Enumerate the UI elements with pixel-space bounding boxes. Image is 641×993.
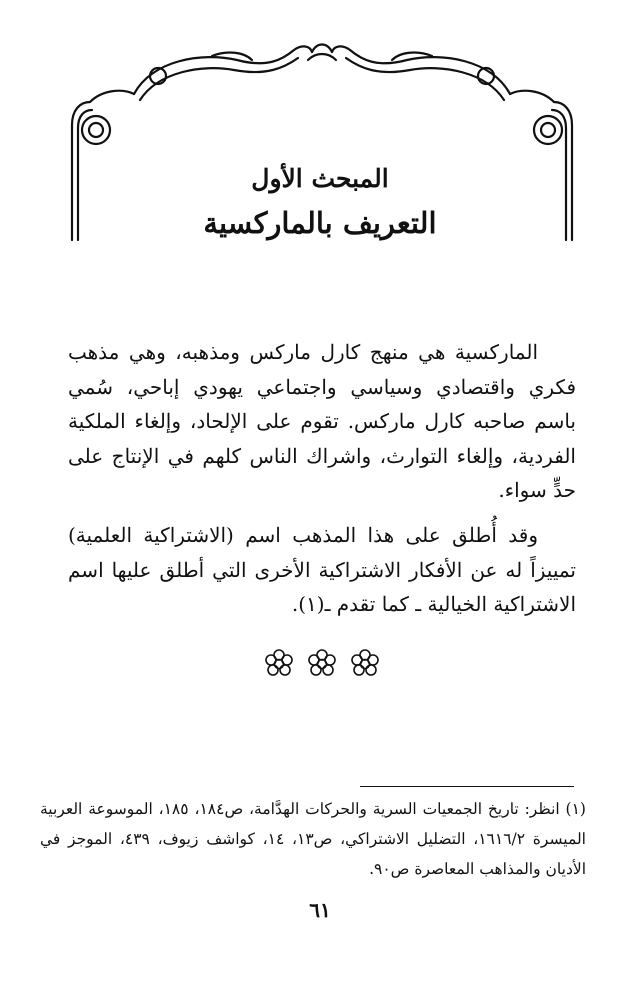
page-number: ٦١ — [309, 898, 331, 922]
flower-icon — [348, 647, 382, 681]
footnote-divider — [360, 786, 574, 787]
flower-icon — [262, 647, 296, 681]
heading-block — [150, 160, 490, 245]
paragraph: الماركسية هي منهج كارل ماركس ومذهبه، وهي مذهب فكري واقتصادي وسياسي واجتماعي يهودي إباحي، سُمي باسم صاحبه كارل ماركس. تقوم على الإلحاد، وإلغاء الملكية الفردية، وإلغاء التوارث، واشراك الناس كلهم في الإنتاج على حدٍّ سواء. — [68, 340, 576, 503]
body-text — [68, 335, 576, 622]
section-separator — [262, 644, 382, 684]
footnotes — [40, 794, 586, 884]
section-title: المبحث الأول — [251, 164, 389, 193]
footnote: (١) انظر: تاريخ الجمعيات السرية والحركات الهدَّامة، ص١٨٤، ١٨٥، الموسوعة العربية الميسرة ١٦١٦/٢، التضليل الاشتراكي، ص١٣، ١٤، كواشف زيوف، ٤٣٩، الموجز في الأديان والمذاهب المعاصرة ص٩٠. — [40, 800, 586, 878]
flower-icon — [305, 647, 339, 681]
chapter-title: التعريف بالماركسية — [203, 205, 437, 240]
paragraph: وقد أُطلق على هذا المذهب اسم (الاشتراكية العلمية) تمييزاً له عن الأفكار الاشتراكية الأخرى التي أطلق عليها اسم الاشتراكية الخيالية ـ كما تقدم ـ(١). — [68, 522, 576, 617]
